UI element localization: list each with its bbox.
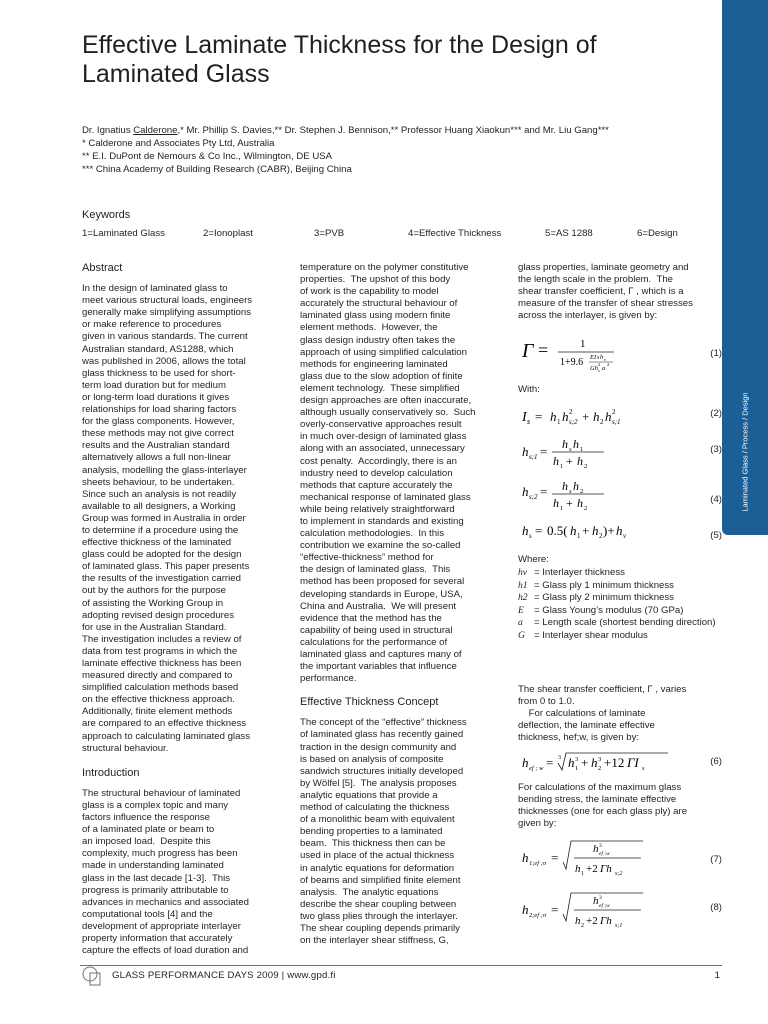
equation-number: (2) xyxy=(710,408,722,419)
text-line: meet various structural loads, engineers xyxy=(82,295,253,307)
text-line: out by the authors for the purpose xyxy=(82,585,226,597)
text-line: deflection, the laminate effective xyxy=(518,720,655,732)
text-line: For calculations of laminate xyxy=(518,708,646,720)
equation-8 xyxy=(518,890,722,932)
text-line: progress is primarily attributable to xyxy=(82,884,229,896)
text-line: developing standards in Europe, USA, xyxy=(300,588,463,600)
text-line: Additionally, finite element methods xyxy=(82,706,233,718)
svg-text:2: 2 xyxy=(599,532,603,540)
svg-text:+: + xyxy=(582,409,590,424)
text-line: measure of the transfer of shear stresses xyxy=(518,298,693,310)
text-line: method of calculating the thickness xyxy=(300,802,450,814)
svg-text:1: 1 xyxy=(580,446,584,453)
text-line: laminated glass using modern finite xyxy=(300,310,451,322)
legend-symbol: hv xyxy=(518,567,528,578)
equation-2 xyxy=(518,402,722,430)
equation-4 xyxy=(518,482,722,518)
text-line: for use in the Australian Standard. xyxy=(82,621,227,633)
text-line: glass is a complex topic and many xyxy=(82,799,229,811)
svg-text:h: h xyxy=(575,915,581,927)
text-line: these methods may not give correct xyxy=(82,428,234,440)
text-line: measured directly and compared to xyxy=(82,670,233,682)
text-line: from 0 to 1.0. xyxy=(518,696,575,708)
svg-text:h: h xyxy=(522,444,529,459)
text-line: of assisting the Working Group in xyxy=(82,597,224,609)
legend-row: h1 = Glass ply 1 minimum thickness xyxy=(518,579,674,591)
svg-text:2: 2 xyxy=(569,408,573,416)
side-banner xyxy=(722,0,768,535)
equation-2-formula xyxy=(518,402,698,430)
text-line: element methods. However, the xyxy=(300,322,438,334)
svg-text:h: h xyxy=(562,409,569,424)
svg-text:1: 1 xyxy=(580,338,586,350)
text-line: approach to calculating laminated glass xyxy=(82,730,250,742)
svg-text:h: h xyxy=(522,484,529,499)
text-line: property information that accurately xyxy=(82,932,233,944)
svg-text:s;1: s;1 xyxy=(529,453,538,461)
svg-text:+: + xyxy=(566,454,573,468)
keyword-item: 3=PVB xyxy=(314,228,345,239)
text-line: factors influence the response xyxy=(82,812,210,824)
effective-thickness-text xyxy=(300,717,500,947)
text-line: on the interlayer shear stiffness, G, xyxy=(300,935,449,947)
text-line: sheets behaviour, to be undertaken. xyxy=(82,476,235,488)
column-3-intro xyxy=(518,262,721,322)
legend-row: E = Glass Young’s modulus (70 GPa) xyxy=(518,604,684,616)
text-line: computational tools [4] and the xyxy=(82,908,213,920)
equation-number: (1) xyxy=(710,348,722,359)
text-line: on the effective thickness approach. xyxy=(82,694,235,706)
text-line: The structural behaviour of laminated xyxy=(82,787,241,799)
equation-number: (3) xyxy=(710,444,722,455)
text-line: analytic equations that provide a xyxy=(300,789,438,801)
text-line: beam. This thickness then can be xyxy=(300,838,446,850)
text-line: of work is the capability to model xyxy=(300,286,439,298)
svg-text:1: 1 xyxy=(577,532,581,540)
text-line: development of appropriate interlayer xyxy=(82,920,241,932)
text-line: an imposed load. Despite this xyxy=(82,836,211,848)
svg-text:2;ef ;σ: 2;ef ;σ xyxy=(529,912,547,919)
svg-text:1: 1 xyxy=(560,505,564,512)
legend-row: G = Interlayer shear modulus xyxy=(518,629,648,641)
column-2-text xyxy=(300,262,500,685)
text-line: the design of laminated glass. This xyxy=(300,564,451,576)
svg-text:1: 1 xyxy=(581,871,584,877)
affiliation-3: *** China Academy of Building Research (CABR), Beijing China xyxy=(82,164,352,175)
equation-7-formula xyxy=(518,838,698,880)
where-label: Where: xyxy=(518,554,549,565)
svg-text:s: s xyxy=(597,355,600,361)
text-line: was published in 2006, allows the total xyxy=(82,355,246,367)
svg-text:h: h xyxy=(577,496,583,510)
svg-text:h: h xyxy=(568,755,575,770)
svg-text:h: h xyxy=(605,409,612,424)
text-line: glass could be adopted for the design xyxy=(82,549,242,561)
text-line: The shear coupling depends primarily xyxy=(300,922,460,934)
svg-text:2: 2 xyxy=(584,463,588,470)
text-line: The concept of the “effective” thickness xyxy=(300,717,467,729)
text-line: structural behaviour. xyxy=(82,742,169,754)
text-line: accurately the structural behaviour of xyxy=(300,298,458,310)
text-line: given in various standards. The current xyxy=(82,331,248,343)
svg-text:3: 3 xyxy=(558,755,561,761)
introduction-heading: Introduction xyxy=(82,766,140,779)
svg-text:+12: +12 xyxy=(604,755,625,770)
text-line: two glass plies through the interlayer. xyxy=(300,910,458,922)
text-line: In the design of laminated glass to xyxy=(82,283,228,295)
text-line: describe the shear coupling between xyxy=(300,898,457,910)
text-line: in analytic equations for deformation xyxy=(300,862,455,874)
text-line: China and Australia. We will present xyxy=(300,600,457,612)
svg-text:+: + xyxy=(582,523,590,538)
text-line: Group was formed in Australia in order xyxy=(82,512,246,524)
text-line: the length scale in the problem. The xyxy=(518,274,674,286)
paper-title: Effective Laminate Thickness for the Design of Laminated Glass xyxy=(82,31,597,88)
svg-text:2: 2 xyxy=(580,488,584,495)
svg-text:Gh: Gh xyxy=(590,365,598,372)
text-line: is based on analysis of composite xyxy=(300,753,444,765)
svg-text:+2: +2 xyxy=(586,915,598,927)
keyword-item: 5=AS 1288 xyxy=(545,228,593,239)
text-line: available to all designers, a Working xyxy=(82,500,236,512)
equation-number: (4) xyxy=(710,494,722,505)
svg-text:Γh: Γh xyxy=(600,915,612,927)
equation-number: (6) xyxy=(710,756,722,767)
text-line: glass due to the slow adoption of finite xyxy=(300,370,463,382)
svg-text:2: 2 xyxy=(581,923,584,929)
text-line: along with an associated, unnecessary xyxy=(300,443,465,455)
text-line: The shear transfer coefficient, Γ , varies xyxy=(518,684,687,695)
text-line: or long-term load durations it gives xyxy=(82,391,230,403)
text-line: thickness, hef;w, is given by: xyxy=(518,732,640,744)
svg-text:s;2: s;2 xyxy=(529,493,538,501)
equation-7 xyxy=(518,838,722,880)
svg-text:s;2: s;2 xyxy=(615,871,623,877)
svg-text:EI: EI xyxy=(590,354,597,361)
equation-1-formula xyxy=(518,335,698,379)
text-line: or make reference to procedures xyxy=(82,319,222,331)
text-line: overly-conservative approaches result xyxy=(300,419,462,431)
legend-symbol: h1 xyxy=(518,579,528,591)
text-line: Since such an analysis is not readily xyxy=(82,488,237,500)
svg-text:1: 1 xyxy=(560,463,564,470)
equation-5-formula xyxy=(518,520,698,546)
column-1 xyxy=(82,262,282,957)
footer-text: GLASS PERFORMANCE DAYS 2009 | www.gpd.fi xyxy=(112,970,336,981)
legend-row: hv = Interlayer thickness xyxy=(518,567,625,578)
text-line: sandwich structures initially developed xyxy=(300,765,464,777)
gpd-logo-icon xyxy=(80,965,108,987)
text-line: traction in the design community and xyxy=(300,741,457,753)
svg-text:h: h xyxy=(593,409,600,424)
legend-symbol: G xyxy=(518,629,525,641)
svg-text:I: I xyxy=(522,410,527,425)
svg-text:2: 2 xyxy=(607,362,610,367)
side-banner-text: Laminated Glass / Process / Design xyxy=(740,392,750,512)
svg-text:s: s xyxy=(569,446,572,453)
svg-text:ΓI: ΓI xyxy=(627,755,639,770)
text-line: of laminated glass. This paper presents xyxy=(82,561,250,573)
text-line: to implement in standards and existing xyxy=(300,515,464,527)
svg-text:v: v xyxy=(623,532,627,540)
equation-3 xyxy=(518,434,722,470)
svg-text:h: h xyxy=(593,843,599,855)
text-line: element technology. These simplified xyxy=(300,382,460,394)
text-line: the important variables that influence xyxy=(300,661,457,673)
text-line: alternatively allows a full non-linear xyxy=(82,452,231,464)
text-line: temperature on the polymer constitutive xyxy=(300,262,469,273)
text-line: mechanical response of laminated glass xyxy=(300,491,471,503)
text-line: although usually conservatively so. Such xyxy=(300,407,476,419)
equation-5 xyxy=(518,520,722,546)
text-line: calculation methodologies. In this xyxy=(300,528,444,540)
author-underlined: Calderone xyxy=(133,125,178,136)
text-line: cost penalty. Accordingly, there is an xyxy=(300,455,457,467)
svg-text:h: h xyxy=(550,409,557,424)
svg-text:2: 2 xyxy=(584,505,588,512)
svg-text:s;1: s;1 xyxy=(615,923,623,929)
svg-text:s;1: s;1 xyxy=(612,418,621,426)
svg-text:0.5(: 0.5( xyxy=(547,523,568,538)
keyword-item: 4=Effective Thickness xyxy=(408,228,502,239)
equation-number: (5) xyxy=(710,530,722,541)
svg-text:=: = xyxy=(540,484,548,499)
text-line: capture the effects of load duration and xyxy=(82,945,249,957)
text-line: of laminated glass has recently gained xyxy=(300,729,464,741)
equation-6 xyxy=(518,748,722,776)
legend-row: h2 = Glass ply 2 minimum thickness xyxy=(518,592,674,604)
svg-text:h: h xyxy=(592,523,599,538)
keyword-item: 2=Ionoplast xyxy=(203,228,253,239)
text-line: methods that capture accurately the xyxy=(300,479,453,491)
text-line: evidence that the method has the xyxy=(300,612,442,624)
svg-text:3: 3 xyxy=(575,756,579,763)
text-line: laminated glass and captures many of xyxy=(300,649,462,660)
text-line: for the glass components. However, xyxy=(82,416,235,428)
text-line: bending stress, the laminate effective xyxy=(518,794,677,806)
svg-text:1;ef ;σ: 1;ef ;σ xyxy=(529,860,547,867)
svg-text:2: 2 xyxy=(598,765,602,772)
legend-row: a = Length scale (shortest bending direction) xyxy=(518,617,716,629)
text-line: The investigation includes a review of xyxy=(82,633,242,645)
svg-text:3: 3 xyxy=(599,843,602,849)
svg-text:h: h xyxy=(562,437,568,451)
svg-text:1: 1 xyxy=(557,418,561,426)
svg-text:h: h xyxy=(553,454,559,468)
svg-text:ef ; w: ef ; w xyxy=(529,765,544,772)
abstract-text xyxy=(82,283,282,755)
svg-text:h: h xyxy=(570,523,577,538)
text-line: results and the Australian standard xyxy=(82,440,230,452)
text-line: are compared to an effective thickness xyxy=(82,718,247,730)
text-line: given by: xyxy=(518,818,557,830)
text-line: thicknesses (one for each glass ply) are xyxy=(518,806,688,818)
footer-rule xyxy=(80,965,722,966)
abstract-heading: Abstract xyxy=(82,262,123,274)
svg-text:h: h xyxy=(600,354,604,361)
text-line: glass in the last decade [1-3]. This xyxy=(82,872,231,884)
svg-text:3: 3 xyxy=(599,895,602,901)
equation-4-formula xyxy=(518,482,698,518)
text-line: industry need to develop calculation xyxy=(300,467,453,479)
svg-text:h: h xyxy=(562,482,568,493)
text-line: contribution we examine the so-called xyxy=(300,540,461,552)
svg-text:h: h xyxy=(553,496,559,510)
svg-text:h: h xyxy=(573,437,579,451)
shear-transfer-text xyxy=(518,684,721,744)
text-line: made in understanding laminated xyxy=(82,860,224,872)
svg-text:s: s xyxy=(598,368,600,373)
with-label: With: xyxy=(518,384,540,395)
equation-6-formula xyxy=(518,748,698,776)
svg-text:s: s xyxy=(569,488,572,495)
text-line: by Wölfel [5]. The analysis proposes xyxy=(300,777,457,789)
equation-8-formula xyxy=(518,890,698,932)
equation-number: (8) xyxy=(710,902,722,913)
svg-text:s: s xyxy=(529,532,532,540)
text-line: analysis, modelling the glass-interlayer xyxy=(82,464,247,476)
text-line: while being relatively straightforward xyxy=(300,503,455,515)
svg-text:s;2: s;2 xyxy=(569,418,578,426)
svg-text:h: h xyxy=(591,755,598,770)
text-line: Australian standard, AS1288, which xyxy=(82,343,234,355)
text-line: approach of using simplified calculation xyxy=(300,346,467,358)
svg-text:)+: )+ xyxy=(603,523,615,538)
text-line: methods for engineering laminated xyxy=(300,358,448,370)
text-line: For calculations of the maximum glass xyxy=(518,782,682,793)
svg-text:=: = xyxy=(540,444,548,459)
svg-text:=: = xyxy=(551,850,559,865)
author-line: Dr. Ignatius Calderone,* Mr. Phillip S. Davies,** Dr. Stephen J. Bennison,** Professor Huang Xiaokun*** and Mr. Liu Gang*** xyxy=(82,125,609,136)
text-line: effective thickness of the laminated xyxy=(82,537,232,549)
legend-symbol: E xyxy=(518,604,524,616)
svg-text:+: + xyxy=(581,755,589,770)
svg-text:2: 2 xyxy=(598,362,601,367)
svg-text:h: h xyxy=(522,523,529,538)
text-line: relationships for load sharing factors xyxy=(82,404,237,416)
text-line: bending properties to a laminated xyxy=(300,826,443,838)
svg-text:h: h xyxy=(616,523,623,538)
svg-text:=: = xyxy=(546,755,554,770)
text-line: “effective-thickness” method for xyxy=(300,552,434,564)
svg-text:s: s xyxy=(527,417,531,426)
svg-text:+2: +2 xyxy=(586,863,598,875)
svg-text:ef ;w: ef ;w xyxy=(599,851,610,857)
column-2 xyxy=(300,262,500,947)
text-line: analysis. The analytic equations xyxy=(300,886,439,898)
svg-text:=: = xyxy=(535,523,543,538)
text-line: method has been proposed for several xyxy=(300,576,465,588)
svg-text:h: h xyxy=(577,454,583,468)
svg-text:h: h xyxy=(573,482,579,493)
affiliation-2: ** E.I. DuPont de Nemours & Co Inc., Wilmington, DE USA xyxy=(82,151,333,162)
text-line: performance. xyxy=(300,673,357,685)
text-line: term load duration but for medium xyxy=(82,379,226,391)
text-line: of a monolithic beam with equivalent xyxy=(300,814,455,826)
text-line: used in place of the actual thickness xyxy=(300,850,455,862)
text-line: capability of being used in structural xyxy=(300,624,453,636)
text-line: properties. The upshot of this body xyxy=(300,274,451,286)
text-line: data from test programs in which the xyxy=(82,645,238,657)
svg-text:s: s xyxy=(642,765,645,772)
text-line: across the interlayer, is given by: xyxy=(518,310,658,322)
text-line: in much over-design of laminated glass xyxy=(300,431,467,443)
svg-text:ef ;w: ef ;w xyxy=(599,903,610,909)
text-line: the results of the investigation carried xyxy=(82,573,241,585)
keyword-item: 6=Design xyxy=(637,228,678,239)
text-line: advances in mechanics and associated xyxy=(82,896,249,908)
text-line: design approaches are often inaccurate, xyxy=(300,395,472,407)
text-line: glass design industry often takes the xyxy=(300,334,456,346)
svg-text:h: h xyxy=(593,895,599,907)
author-block xyxy=(82,124,722,176)
legend-symbol: a xyxy=(518,617,523,629)
svg-text:1+9.6: 1+9.6 xyxy=(560,357,584,368)
text-line: calculations for the performance of xyxy=(300,636,448,648)
svg-text:h: h xyxy=(575,863,581,875)
svg-text:a: a xyxy=(602,365,606,372)
introduction-text xyxy=(82,788,282,957)
text-line: shear transfer coefficient, Γ , which is a xyxy=(518,286,684,298)
svg-text:+: + xyxy=(566,496,573,510)
svg-text:=: = xyxy=(551,902,559,917)
svg-text:=: = xyxy=(538,340,549,360)
equation-number: (7) xyxy=(710,854,722,865)
text-line: adopting revised design procedures xyxy=(82,609,235,621)
svg-text:2: 2 xyxy=(600,418,604,426)
page-number: 1 xyxy=(714,970,720,981)
svg-text:h: h xyxy=(522,755,529,770)
effective-thickness-heading: Effective Thickness Concept xyxy=(300,696,439,709)
svg-text:v: v xyxy=(604,357,606,362)
svg-text:Γ: Γ xyxy=(522,340,534,362)
svg-text:h: h xyxy=(522,850,529,865)
text-line: of a laminated plate or beam to xyxy=(82,824,215,836)
text-line: simplified calculation methods based xyxy=(82,682,239,694)
keyword-item: 1=Laminated Glass xyxy=(82,228,165,239)
variable-legend xyxy=(518,567,722,643)
text-line: glass thickness to be used for short- xyxy=(82,367,236,379)
text-line: generally make simplifying assumptions xyxy=(82,307,252,319)
svg-text:h: h xyxy=(522,902,529,917)
svg-text:Γh: Γh xyxy=(600,863,612,875)
text-line: of beams and simplified finite element xyxy=(300,874,461,886)
affiliation-1: * Calderone and Associates Pty Ltd, Australia xyxy=(82,138,275,149)
equation-3-formula xyxy=(518,434,698,470)
text-line: complexity, much progress has been xyxy=(82,848,238,860)
svg-text:3: 3 xyxy=(598,756,602,763)
legend-symbol: h2 xyxy=(518,592,528,604)
text-line: glass properties, laminate geometry and xyxy=(518,262,689,273)
svg-text:2: 2 xyxy=(612,408,616,416)
equation-1 xyxy=(518,335,722,379)
svg-text:=: = xyxy=(535,409,543,424)
bending-stress-text xyxy=(518,782,721,830)
keywords-heading: Keywords xyxy=(82,209,131,221)
text-line: to determine if a procedure using the xyxy=(82,524,239,536)
svg-text:1: 1 xyxy=(575,765,579,772)
text-line: laminate effective thickness has been xyxy=(82,658,242,669)
